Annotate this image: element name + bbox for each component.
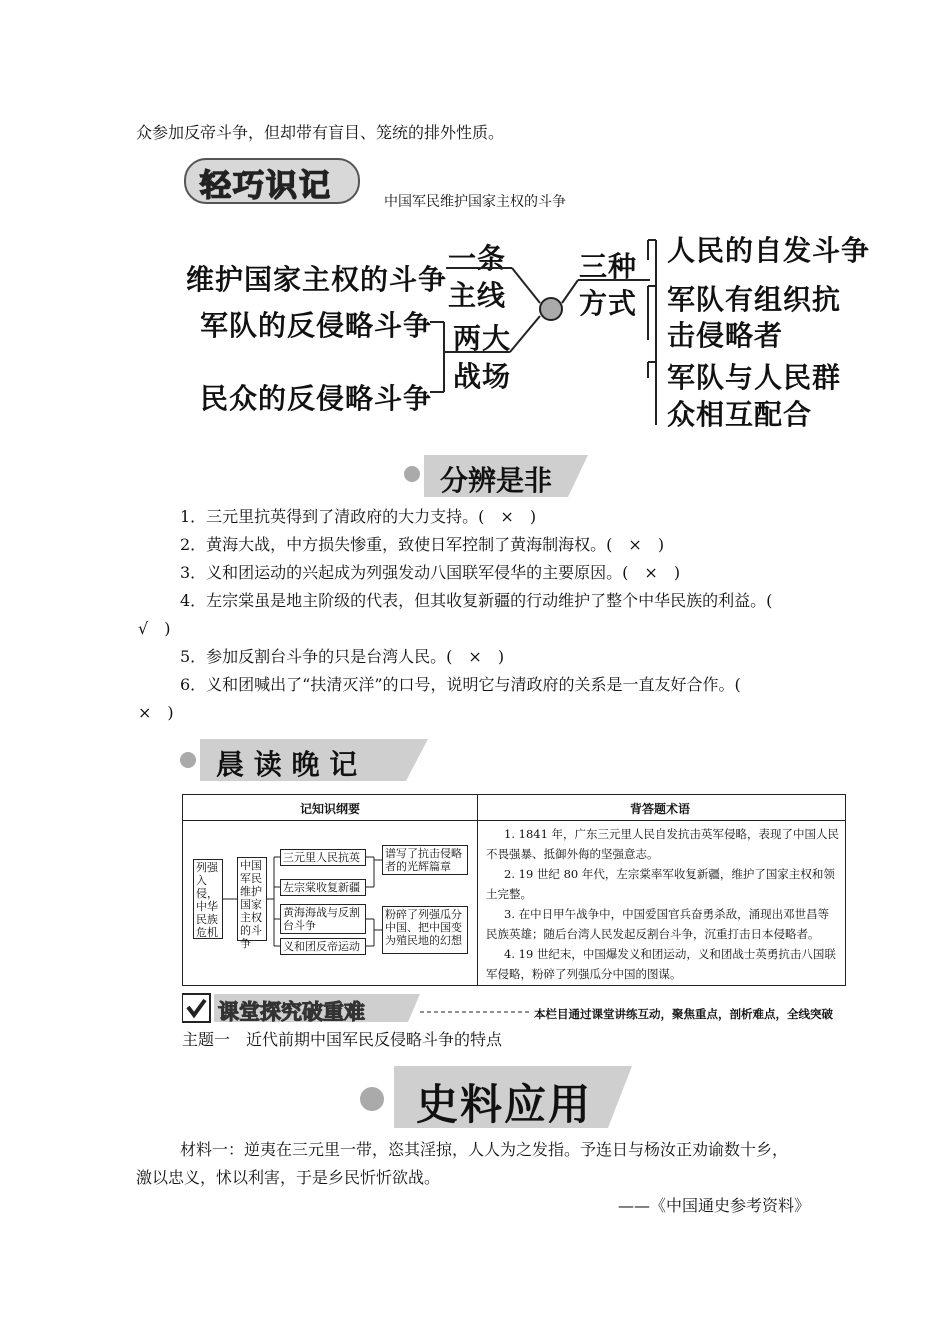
result-2: 粉碎了列强瓜分中国、把中国变为殖民地的幻想 [382, 906, 468, 954]
event-2: 左宗棠收复新疆 [280, 879, 366, 896]
diagram-branch-3a: 三种 [579, 250, 638, 283]
term-line-6: 民族英雄；随后台湾人民发起反割台斗争，沉重打击日本侵略者。 [486, 927, 820, 941]
memory-banner: 轻巧识记 [200, 168, 332, 204]
judge-item-5: 5．参加反割台斗争的只是台湾人民。( × ) [180, 647, 505, 666]
event-3: 黄海海战与反割台斗争 [280, 904, 366, 934]
diagram-branch-2a: 两大 [453, 322, 512, 355]
diagram-battle-1: 军队的反侵略斗争 [200, 309, 433, 342]
table-head-left: 记知识纲要 [300, 802, 361, 816]
morning-banner: 晨 读 晚 记 [216, 748, 358, 781]
judge-item-6: 6．义和团喊出了“扶清灭洋”的口号，说明它与清政府的关系是一直友好合作。( [180, 675, 741, 694]
diagram-way-2b: 击侵略者 [667, 319, 784, 352]
material-dot [360, 1087, 384, 1111]
box-struggle: 中国军民维护国家主权的斗争 [237, 857, 267, 941]
judge-item-4-cont: √ ) [138, 619, 171, 638]
term-line-4: 土完整。 [486, 887, 532, 901]
diagram-branch-1b: 主线 [448, 279, 507, 312]
term-line-2: 不畏强暴、抵御外侮的坚强意志。 [486, 847, 659, 861]
material-source: ——《中国通史参考资料》 [618, 1196, 811, 1215]
term-line-3: 2. 19 世纪 80 年代，左宗棠率军收复新疆，维护了国家主权和领 [504, 867, 835, 881]
diagram-way-1: 人民的自发斗争 [667, 234, 871, 267]
result-1: 谱写了抗击侵略者的光辉篇章 [382, 845, 468, 875]
event-1: 三元里人民抗英 [280, 849, 366, 866]
term-line-1: 1. 1841 年，广东三元里人民自发抗击英军侵略，表现了中国人民 [504, 827, 840, 841]
explore-note: 本栏目通过课堂讲练互动，聚焦重点，剖析难点，全线突破 [534, 1007, 833, 1021]
judge-banner: 分辨是非 [440, 464, 553, 497]
term-line-5: 3. 在中日甲午战争中，中国爱国官兵奋勇杀敌，涌现出邓世昌等 [504, 907, 830, 921]
diagram-branch-1a: 一条 [448, 242, 507, 275]
topic-title: 主题一 近代前期中国军民反侵略斗争的特点 [182, 1030, 503, 1049]
diagram-battle-2: 民众的反侵略斗争 [200, 382, 433, 415]
terms-block [486, 824, 842, 984]
box-crisis: 列强入侵，中华民族危机 [193, 859, 223, 939]
judge-item-6-cont: × ) [138, 703, 174, 722]
material-line-2: 激以忠义，怵以利害，于是乡民忻忻欲战。 [136, 1168, 441, 1187]
term-line-8: 军侵略，粉碎了列强瓜分中国的图谋。 [486, 967, 682, 981]
diagram-branch-3b: 方式 [579, 287, 638, 320]
diagram-subtitle: 中国军民维护国家主权的斗争 [384, 194, 566, 210]
diagram-way-3b: 众相互配合 [667, 398, 813, 431]
material-line-1: 材料一：逆夷在三元里一带，恣其淫掠，人人为之发指。予连日与杨汝正劝谕数十乡， [180, 1140, 789, 1159]
judge-item-3: 3．义和团运动的兴起成为列强发动八国联军侵华的主要原因。( × ) [180, 563, 681, 582]
table-head-right: 背答题术语 [630, 802, 691, 816]
judge-item-4: 4．左宗棠虽是地主阶级的代表，但其收复新疆的行动维护了整个中华民族的利益。( [180, 591, 773, 610]
judge-item-1: 1．三元里抗英得到了清政府的大力支持。( × ) [180, 507, 537, 526]
term-line-7: 4. 19 世纪末，中国爆发义和团运动，义和团战士英勇抗击八国联 [504, 947, 836, 961]
top-text: 众参加反帝斗争，但却带有盲目、笼统的排外性质。 [136, 123, 505, 142]
material-banner: 史料应用 [416, 1080, 593, 1129]
judge-item-2: 2．黄海大战，中方损失惨重，致使日军控制了黄海制海权。( × ) [180, 535, 665, 554]
event-4: 义和团反帝运动 [280, 938, 366, 955]
diagram-way-2a: 军队有组织抗 [667, 283, 842, 316]
diagram-branch-2b: 战场 [453, 360, 512, 393]
diagram-root: 维护国家主权的斗争 [186, 263, 448, 296]
explore-banner: 课堂探究破重难 [218, 1000, 365, 1024]
diagram-way-3a: 军队与人民群 [667, 361, 842, 394]
